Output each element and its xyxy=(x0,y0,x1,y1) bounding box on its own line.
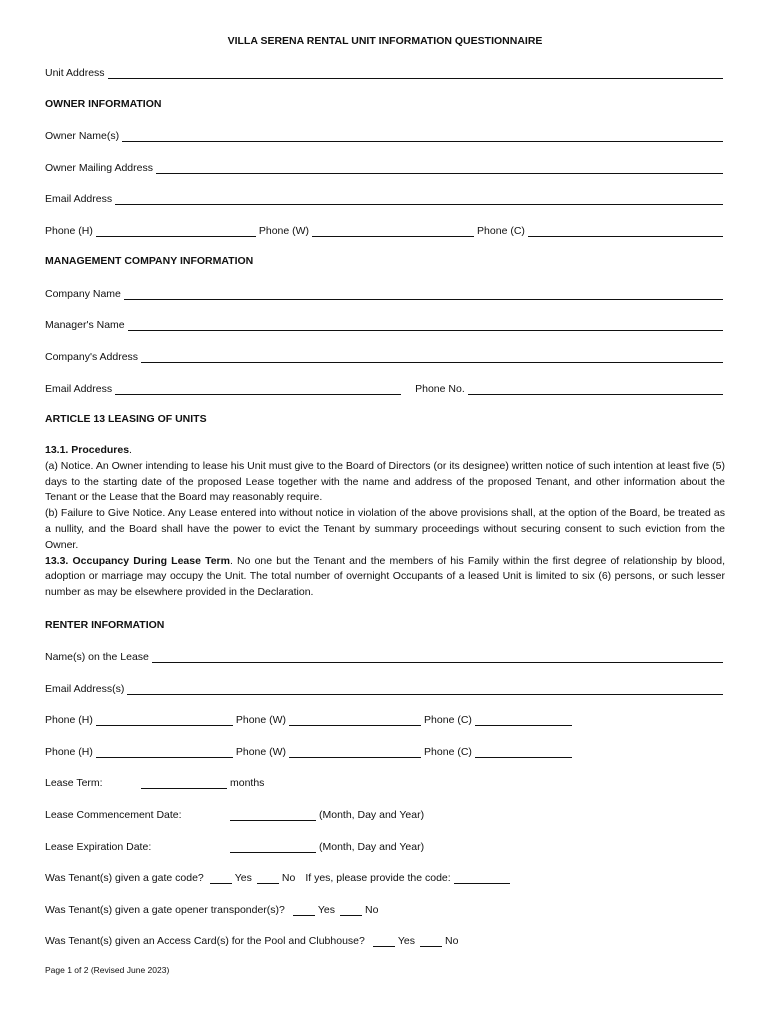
renter-phone-w-label: Phone (W) xyxy=(235,714,287,726)
transponder-yes-field[interactable] xyxy=(293,904,315,916)
manager-name-row xyxy=(45,316,725,332)
owner-phone-w-label: Phone (W) xyxy=(258,225,310,237)
owner-phone-h-field[interactable] xyxy=(96,225,256,237)
renter-phone-c-field-2[interactable] xyxy=(475,746,572,758)
article-heading: ARTICLE 13 LEASING OF UNITS xyxy=(45,413,207,425)
lease-names-label: Name(s) on the Lease xyxy=(45,651,149,663)
commencement-hint: (Month, Day and Year) xyxy=(319,809,425,821)
unit-address-field[interactable] xyxy=(108,67,723,79)
owner-mailing-row xyxy=(45,159,725,175)
management-email-field[interactable] xyxy=(115,383,401,395)
page-footer: Page 1 of 2 (Revised June 2023) xyxy=(45,965,170,975)
unit-address-label: Unit Address xyxy=(45,67,105,79)
article-body xyxy=(45,443,725,601)
owner-email-label: Email Address xyxy=(45,193,113,205)
management-contact-row xyxy=(45,380,725,396)
transponder-no-label: No xyxy=(365,904,379,916)
lease-term-unit: months xyxy=(230,777,265,789)
company-name-row xyxy=(45,285,725,301)
gate-code-row xyxy=(45,869,725,885)
gate-code-if-label: If yes, please provide the code: xyxy=(305,872,451,884)
renter-phone-c-label: Phone (C) xyxy=(424,714,472,726)
commencement-row xyxy=(45,806,725,822)
access-card-question: Was Tenant(s) given an Access Card(s) for the Pool and Clubhouse? xyxy=(45,935,365,947)
lease-term-row xyxy=(45,774,725,790)
expiration-field[interactable] xyxy=(230,841,316,853)
owner-phone-c-label: Phone (C) xyxy=(477,225,525,237)
owner-mailing-label: Owner Mailing Address xyxy=(45,162,153,174)
occupancy-title: 13.3. Occupancy During Lease Term xyxy=(45,554,230,567)
commencement-field[interactable] xyxy=(230,809,316,821)
lease-term-field[interactable] xyxy=(141,777,227,789)
access-card-yes-field[interactable] xyxy=(373,935,395,947)
questionnaire-page xyxy=(45,0,725,1024)
access-card-no-label: No xyxy=(444,935,459,947)
lease-names-row xyxy=(45,648,725,664)
failure-paragraph: (b) Failure to Give Notice. Any Lease entered into without notice in violation of the above provisions shall, at the option of the Board, be treated as a nullity, and the Board shall have the power to evict the Tenant by summary proceedings without securing consent to such eviction from the Owner. xyxy=(45,507,725,551)
company-address-field[interactable] xyxy=(141,351,723,363)
renter-emails-label: Email Address(s) xyxy=(45,683,125,695)
company-address-label: Company's Address xyxy=(45,351,139,363)
procedures-title: 13.1. Procedures xyxy=(45,444,130,456)
gate-code-field[interactable] xyxy=(454,872,510,884)
renter-phone-h-field-1[interactable] xyxy=(96,714,233,726)
gate-code-yes-label: Yes xyxy=(234,872,252,884)
renter-heading: RENTER INFORMATION xyxy=(45,619,165,631)
procedures-tail: . xyxy=(129,444,132,456)
management-phone-field[interactable] xyxy=(468,383,723,395)
owner-names-field[interactable] xyxy=(122,130,723,142)
commencement-label: Lease Commencement Date: xyxy=(45,809,182,821)
gate-code-no-field[interactable] xyxy=(257,872,279,884)
owner-phone-w-field[interactable] xyxy=(312,225,474,237)
renter-phone-w-label: Phone (W) xyxy=(235,746,287,758)
procedures-paragraph xyxy=(45,443,725,459)
transponder-row xyxy=(45,901,725,917)
renter-phone-w-field-1[interactable] xyxy=(289,714,421,726)
expiration-label: Lease Expiration Date: xyxy=(45,841,152,853)
renter-phone-h-label: Phone (H) xyxy=(45,746,93,758)
notice-paragraph: (a) Notice. An Owner intending to lease his Unit must give to the Board of Directors (or its designee) written notice of such intention at least five (5) days to the starting date of the proposed Lease together with the name and address of the proposed Tenant, and other information about the Tenant or the Lease that the Board may reasonably require. xyxy=(45,459,725,504)
occupancy-paragraph xyxy=(45,554,725,601)
transponder-question: Was Tenant(s) given a gate opener transponder(s)? xyxy=(45,904,285,916)
owner-names-label: Owner Name(s) xyxy=(45,130,120,142)
owner-heading: OWNER INFORMATION xyxy=(45,98,162,110)
owner-names-row xyxy=(45,127,725,143)
company-name-field[interactable] xyxy=(124,288,723,300)
owner-phone-c-field[interactable] xyxy=(528,225,723,237)
owner-phones-row xyxy=(45,222,725,238)
renter-phone-h-label: Phone (H) xyxy=(45,714,93,726)
owner-email-field[interactable] xyxy=(115,193,723,205)
owner-phone-h-label: Phone (H) xyxy=(45,225,93,237)
management-email-label: Email Address xyxy=(45,383,113,395)
renter-phones-row-2 xyxy=(45,743,725,759)
transponder-no-field[interactable] xyxy=(340,904,362,916)
access-card-row xyxy=(45,932,725,948)
renter-phones-row-1 xyxy=(45,711,725,727)
renter-emails-row xyxy=(45,680,725,696)
renter-phone-w-field-2[interactable] xyxy=(289,746,421,758)
lease-names-field[interactable] xyxy=(152,651,723,663)
management-phone-label: Phone No. xyxy=(415,383,465,395)
company-address-row xyxy=(45,348,725,364)
access-card-no-field[interactable] xyxy=(420,935,442,947)
renter-phone-c-field-1[interactable] xyxy=(475,714,572,726)
gate-code-yes-field[interactable] xyxy=(210,872,232,884)
company-name-label: Company Name xyxy=(45,288,121,300)
gate-code-question: Was Tenant(s) given a gate code? xyxy=(45,872,204,884)
manager-name-field[interactable] xyxy=(128,319,723,331)
manager-name-label: Manager's Name xyxy=(45,319,125,331)
gate-code-no-label: No xyxy=(281,872,296,884)
lease-term-label: Lease Term: xyxy=(45,777,103,789)
renter-emails-field[interactable] xyxy=(127,683,723,695)
expiration-row xyxy=(45,838,725,854)
access-card-yes-label: Yes xyxy=(397,935,415,947)
management-heading: MANAGEMENT COMPANY INFORMATION xyxy=(45,255,254,267)
owner-email-row xyxy=(45,190,725,206)
unit-address-row xyxy=(45,64,725,80)
document-title: VILLA SERENA RENTAL UNIT INFORMATION QUESTIONNAIRE xyxy=(227,35,543,47)
expiration-hint: (Month, Day and Year) xyxy=(319,841,425,853)
renter-phone-c-label: Phone (C) xyxy=(424,746,472,758)
occupancy-text: . No one but the Tenant and the members of his Family within the first degree of relationship by blood, adoption or marriage may occupy the Unit. The total number of overnight Occupants of a leased Unit is limited to six (6) persons, or such lesser number as may be elsewhere provided in the Declaration. xyxy=(45,554,725,599)
renter-phone-h-field-2[interactable] xyxy=(96,746,233,758)
transponder-yes-label: Yes xyxy=(317,904,336,916)
owner-mailing-field[interactable] xyxy=(156,162,723,174)
